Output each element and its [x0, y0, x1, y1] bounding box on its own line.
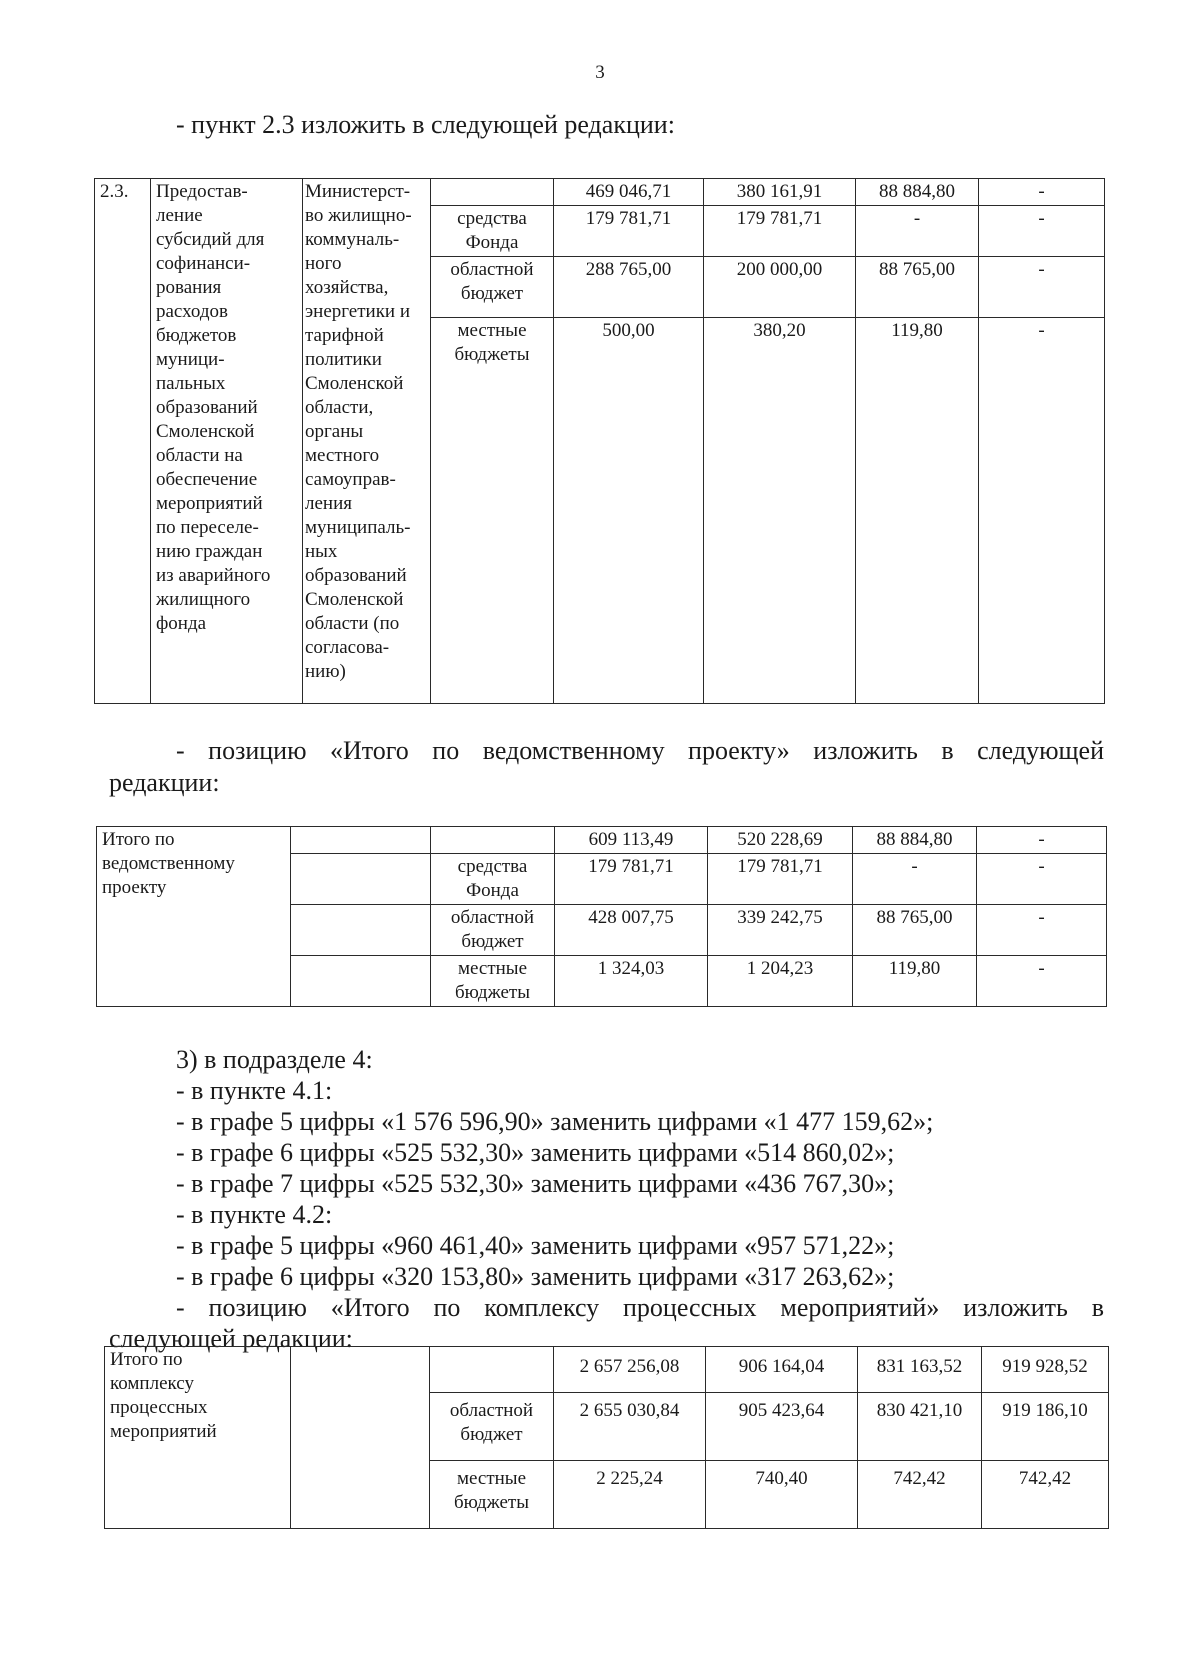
value-cell: 2 225,24 — [554, 1461, 706, 1529]
complex-line-cont: следующей редакции: — [109, 1324, 353, 1353]
value-cell: 2 655 030,84 — [554, 1393, 706, 1461]
section-item: - в пункте 4.2: — [176, 1200, 333, 1229]
value-cell: 119,80 — [853, 956, 977, 1007]
value-cell: - — [977, 854, 1107, 905]
value-cell: - — [979, 318, 1105, 704]
intro-line: - пункт 2.3 изложить в следующей редакции: — [176, 110, 675, 139]
value-cell: 88 884,80 — [853, 827, 977, 854]
value-cell: 428 007,75 — [555, 905, 708, 956]
value-cell: 380 161,91 — [704, 179, 856, 206]
value-cell: 831 163,52 — [858, 1347, 982, 1393]
position-line: - позицию «Итого по ведомственному проекту» изложить в следующей — [176, 736, 1104, 765]
value-cell: 500,00 — [554, 318, 704, 704]
value-cell: 88 884,80 — [856, 179, 979, 206]
value-cell: - — [979, 179, 1105, 206]
value-cell: 609 113,49 — [555, 827, 708, 854]
source-cell: местные бюджеты — [430, 1461, 554, 1529]
section-item: - в графе 6 цифры «525 532,30» заменить цифрами «514 860,02»; — [176, 1138, 895, 1167]
value-cell: 179 781,71 — [708, 854, 853, 905]
value-cell: 179 781,71 — [704, 206, 856, 257]
source-cell: местные бюджеты — [431, 956, 555, 1007]
value-cell: - — [853, 854, 977, 905]
empty-cell — [291, 905, 431, 956]
value-cell: 200 000,00 — [704, 257, 856, 318]
value-cell: 469 046,71 — [554, 179, 704, 206]
empty-cell — [291, 956, 431, 1007]
value-cell: 905 423,64 — [706, 1393, 858, 1461]
value-cell: 919 928,52 — [982, 1347, 1109, 1393]
section-item: - в пункте 4.1: — [176, 1076, 333, 1105]
section-item: - в графе 6 цифры «320 153,80» заменить цифрами «317 263,62»; — [176, 1262, 895, 1291]
table-total-department-project — [96, 826, 1107, 1007]
empty-cell — [291, 854, 431, 905]
source-cell — [431, 827, 555, 854]
value-cell: - — [977, 956, 1107, 1007]
source-cell: средства Фонда — [431, 854, 555, 905]
value-cell: 380,20 — [704, 318, 856, 704]
table-total-process-complex — [104, 1346, 1109, 1529]
value-cell: 119,80 — [856, 318, 979, 704]
value-cell: 288 765,00 — [554, 257, 704, 318]
value-cell: - — [977, 905, 1107, 956]
value-cell: - — [979, 257, 1105, 318]
empty-cell — [291, 1347, 430, 1529]
value-cell: 740,40 — [706, 1461, 858, 1529]
table-row — [95, 179, 1105, 206]
value-cell: 88 765,00 — [853, 905, 977, 956]
value-cell: 906 164,04 — [706, 1347, 858, 1393]
source-cell: областной бюджет — [430, 1393, 554, 1461]
source-cell: областной бюджет — [431, 905, 555, 956]
page-number: 3 — [595, 62, 605, 83]
section-item: - в графе 5 цифры «960 461,40» заменить цифрами «957 571,22»; — [176, 1231, 895, 1260]
value-cell: - — [856, 206, 979, 257]
complex-line: - позицию «Итого по комплексу процессных мероприятий» изложить в — [176, 1293, 1104, 1322]
value-cell: 520 228,69 — [708, 827, 853, 854]
value-cell: 742,42 — [982, 1461, 1109, 1529]
source-cell — [430, 1347, 554, 1393]
table-item-2-3 — [94, 178, 1105, 704]
position-line-cont: редакции: — [109, 768, 220, 797]
item-name-cell: Предостав- ление субсидий для софинанси- рования расходов бюджетов муници- пальных образований Смоленской области на обеспечение мероприятий по переселе- нию граждан из аварийного жилищного фонда — [151, 179, 303, 704]
responsible-cell: Министерст- во жилищно- коммуналь- ного хозяйства, энергетики и тарифной политики Смоленской области, органы местного самоуправ- ления муниципаль- ных образований Смоленской области (по согласова- нию) — [303, 179, 431, 704]
item-number-cell: 2.3. — [95, 179, 151, 704]
value-cell: 1 204,23 — [708, 956, 853, 1007]
table-row — [97, 827, 1107, 854]
source-cell — [431, 179, 554, 206]
value-cell: 88 765,00 — [856, 257, 979, 318]
value-cell: 339 242,75 — [708, 905, 853, 956]
value-cell: 742,42 — [858, 1461, 982, 1529]
value-cell: 830 421,10 — [858, 1393, 982, 1461]
section-item: - в графе 7 цифры «525 532,30» заменить цифрами «436 767,30»; — [176, 1169, 895, 1198]
value-cell: 179 781,71 — [555, 854, 708, 905]
total-title-cell: Итого по комплексу процессных мероприятий — [105, 1347, 291, 1529]
empty-cell — [291, 827, 431, 854]
section-heading: 3) в подразделе 4: — [176, 1045, 373, 1074]
value-cell: - — [979, 206, 1105, 257]
section-item: - в графе 5 цифры «1 576 596,90» заменить цифрами «1 477 159,62»; — [176, 1107, 934, 1136]
value-cell: 919 186,10 — [982, 1393, 1109, 1461]
value-cell: 2 657 256,08 — [554, 1347, 706, 1393]
table-row — [105, 1347, 1109, 1393]
source-cell: местные бюджеты — [431, 318, 554, 704]
value-cell: 179 781,71 — [554, 206, 704, 257]
value-cell: 1 324,03 — [555, 956, 708, 1007]
source-cell: областной бюджет — [431, 257, 554, 318]
total-title-cell: Итого по ведомственному проекту — [97, 827, 291, 1007]
source-cell: средства Фонда — [431, 206, 554, 257]
value-cell: - — [977, 827, 1107, 854]
